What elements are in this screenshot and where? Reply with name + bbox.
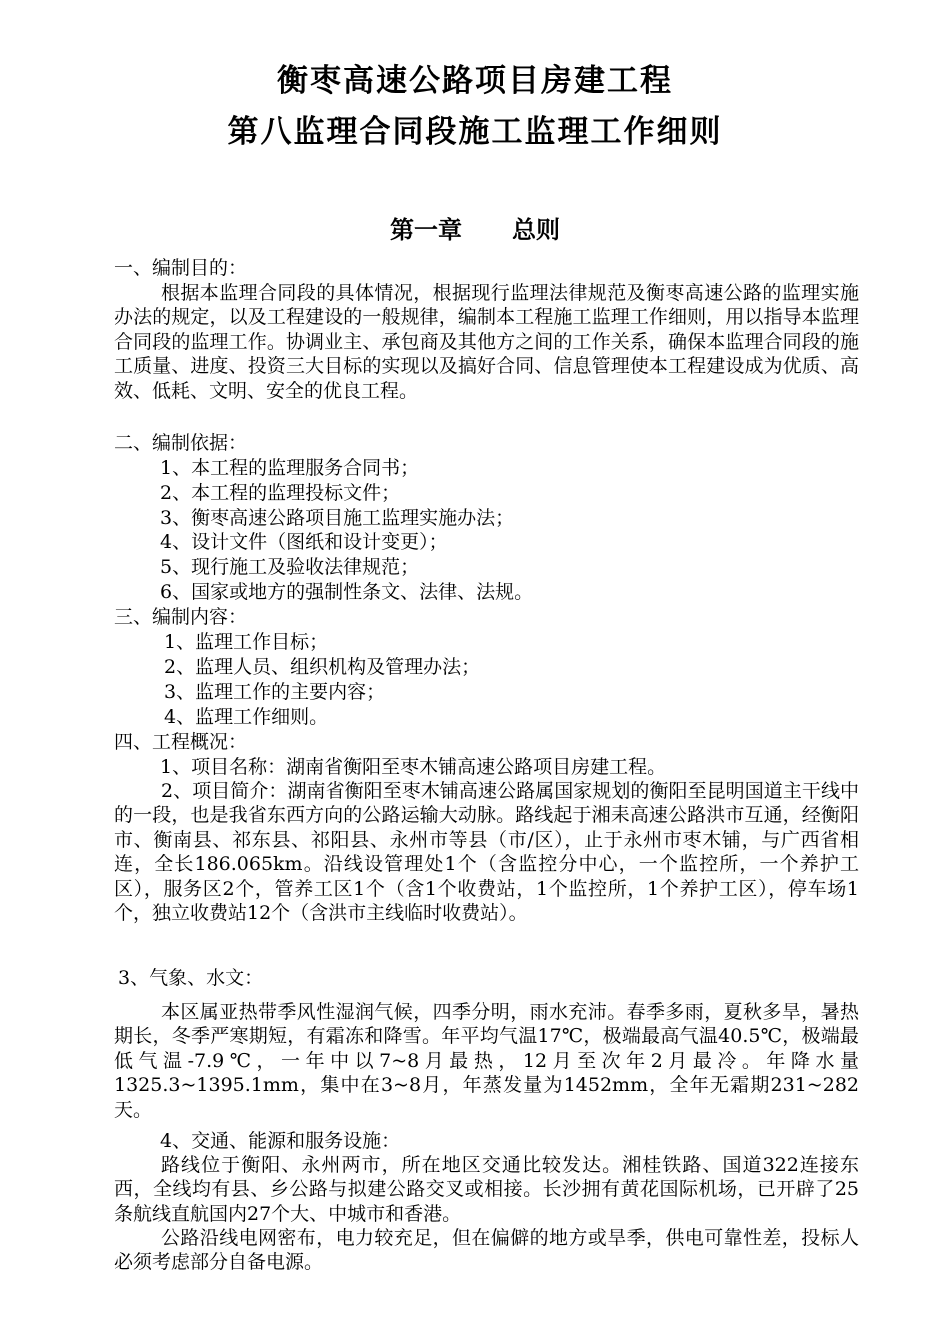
list-item: 2、监理人员、组织机构及管理办法；: [164, 656, 481, 678]
subheading-climate: 3、气象、水文：: [118, 967, 264, 989]
section-heading-overview: 四、工程概况：: [114, 731, 248, 753]
list-item: 3、衡枣高速公路项目施工监理实施办法；: [160, 507, 515, 529]
list-item: 1、本工程的监理服务合同书；: [160, 457, 420, 479]
list-item: 1、监理工作目标；: [164, 631, 329, 653]
list-item: 3、监理工作的主要内容；: [164, 681, 386, 703]
chapter-name: 总则: [512, 216, 560, 244]
section-heading-content: 三、编制内容：: [114, 606, 248, 628]
paragraph-traffic: 路线位于衡阳、永州两市，所在地区交通比较发达。湘桂铁路、国道322连接东西，全线均有县、乡公路与拟建公路交叉或相接。长沙拥有黄花国际机场，已开辟了25条航线直航国内27个大、中城市和香港。: [114, 1154, 859, 1225]
list-item: 4、监理工作细则。: [164, 706, 329, 728]
section-heading-basis: 二、编制依据：: [114, 432, 248, 454]
subheading-traffic-energy: 4、交通、能源和服务设施：: [160, 1130, 401, 1152]
list-item: 4、设计文件（图纸和设计变更）；: [160, 531, 448, 553]
paragraph-climate: 本区属亚热带季风性湿润气候，四季分明，雨水充沛。春季多雨，夏秋多旱，暑热期长，冬季严寒期短，有霜冻和降雪。年平均气温17℃，极端最高气温40.5℃，极端最低气温-7.9℃，一年中以7~8月最热，12月至次年2月最冷。年降水量1325.3~1395.1mm，集中在3~8月，年蒸发量为1452mm，全年无霜期231~282天。: [114, 1001, 859, 1121]
doc-title-line1: 衡枣高速公路项目房建工程: [277, 63, 673, 99]
section-heading-purpose: 一、编制目的：: [114, 257, 248, 279]
project-name-item: 1、项目名称：湖南省衡阳至枣木铺高速公路项目房建工程。: [160, 756, 667, 778]
chapter-heading: [0, 214, 950, 246]
paragraph-power: 公路沿线电网密布，电力较充足，但在偏僻的地方或旱季，供电可靠性差，投标人必须考虑部分自备电源。: [114, 1227, 859, 1274]
list-item: 2、本工程的监理投标文件；: [160, 482, 401, 504]
list-item: 5、现行施工及验收法律规范；: [160, 556, 420, 578]
doc-title-line2: 第八监理合同段施工监理工作细则: [227, 114, 723, 150]
paragraph-purpose: 根据本监理合同段的具体情况，根据现行监理法律规范及衡枣高速公路的监理实施办法的规定，以及工程建设的一般规律，编制本工程施工监理工作细则，用以指导本监理合同段的监理工作。协调业主、承包商及其他方之间的工作关系，确保本监理合同段的施工质量、进度、投资三大目标的实现以及搞好合同、信息管理使本工程建设成为优质、高效、低耗、文明、安全的优良工程。: [114, 282, 859, 402]
chapter-label: 第一章: [390, 216, 462, 244]
paragraph-project-summary: 2、项目简介：湖南省衡阳至枣木铺高速公路属国家规划的衡阳至昆明国道主干线中的一段，也是我省东西方向的公路运输大动脉。路线起于湘耒高速公路洪市互通，经衡阳市、衡南县、祁东县、祁阳县、永州市等县（市/区），止于永州市枣木铺，与广西省相连，全长186.065km。沿线设管理处1个（含监控分中心，一个监控所，一个养护工区），服务区2个，管养工区1个（含1个收费站，1个监控所，1个养护工区），停车场1个，独立收费站12个（含洪市主线临时收费站）。: [114, 780, 859, 925]
list-item: 6、国家或地方的强制性条文、法律、法规。: [160, 581, 534, 603]
